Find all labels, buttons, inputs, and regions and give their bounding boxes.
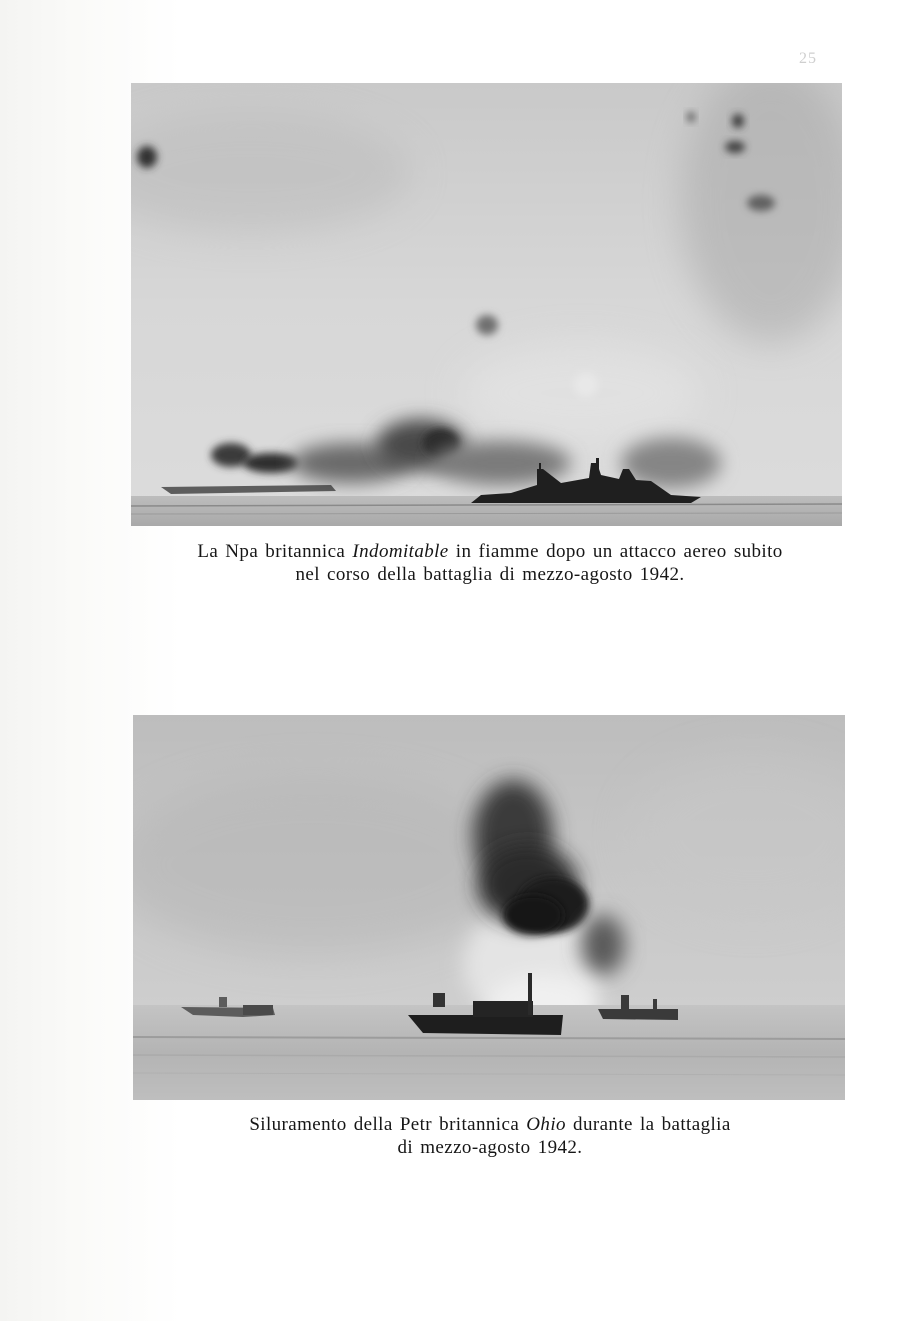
ship-name: Indomitable	[352, 541, 449, 562]
caption-ohio-line-2: di mezzo-agosto 1942.	[397, 1137, 583, 1158]
caption-text: Siluramento della Petr britannica	[249, 1114, 527, 1135]
caption-indomitable-line-1	[140, 540, 840, 563]
photo-ohio-image	[133, 715, 845, 1100]
caption-ohio	[140, 1113, 840, 1159]
caption-indomitable	[140, 540, 840, 586]
photo-ohio	[133, 715, 845, 1100]
photo-indomitable-image	[131, 83, 842, 526]
caption-ohio-line-1	[140, 1113, 840, 1136]
caption-text: in fiamme dopo un attacco aereo subito	[448, 541, 783, 562]
photo-indomitable	[131, 83, 842, 526]
page-number: 25	[799, 50, 817, 67]
caption-indomitable-line-2: nel corso della battaglia di mezzo-agosto 1942.	[295, 564, 685, 585]
caption-text: La Npa britannica	[197, 541, 353, 562]
ship-name: Ohio	[526, 1114, 566, 1135]
caption-text: durante la battaglia	[565, 1114, 731, 1135]
